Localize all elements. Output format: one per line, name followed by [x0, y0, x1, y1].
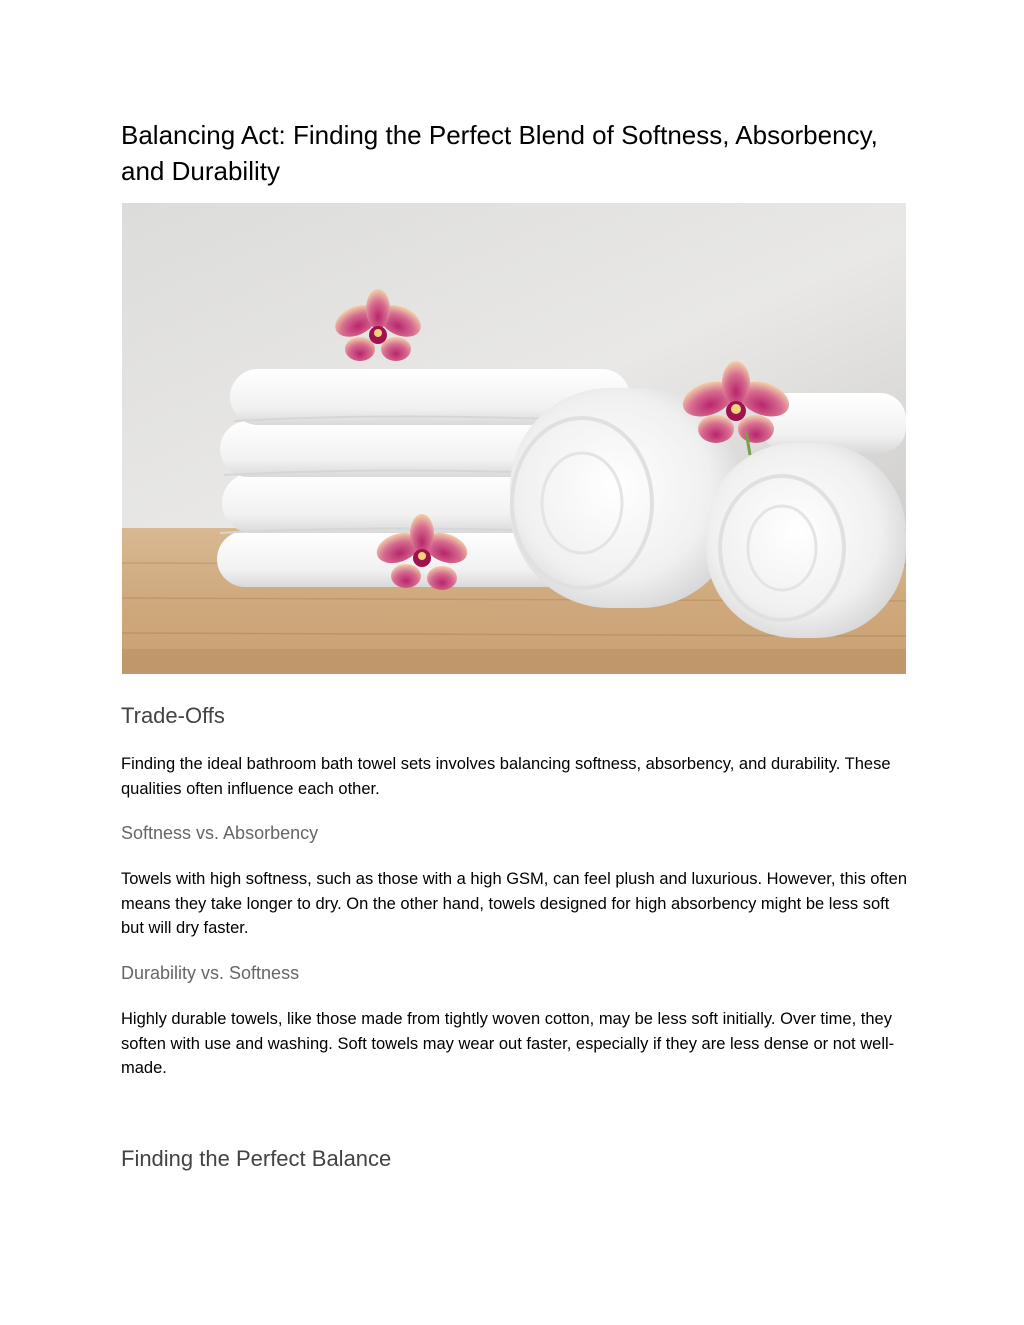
- paragraph-softness-vs-absorbency: Towels with high softness, such as those with a high GSM, can feel plush and luxurious. However, this often means they take longer to dry. On the other hand, towels designed for high absorbency might be less soft but will dry faster.: [121, 870, 907, 937]
- document-title: Balancing Act: Finding the Perfect Blend of Softness, Absorbency, and Durability: [121, 120, 878, 186]
- paragraph-durability-vs-softness: Highly durable towels, like those made from tightly woven cotton, may be less soft initially. Over time, they soften with use and washing. Soft towels may wear out faster, especially if they are less dense or not well-made.: [121, 1010, 895, 1077]
- paragraph-trade-offs: Finding the ideal bathroom bath towel sets involves balancing softness, absorbency, and durability. These qualities often influence each other.: [121, 755, 891, 798]
- heading-finding-the-perfect-balance: Finding the Perfect Balance: [121, 1146, 392, 1171]
- towels-orchids-photo: [122, 203, 906, 674]
- heading-softness-vs-absorbency: Softness vs. Absorbency: [121, 823, 319, 843]
- heading-trade-offs: Trade-Offs: [121, 703, 225, 728]
- heading-durability-vs-softness: Durability vs. Softness: [121, 963, 300, 983]
